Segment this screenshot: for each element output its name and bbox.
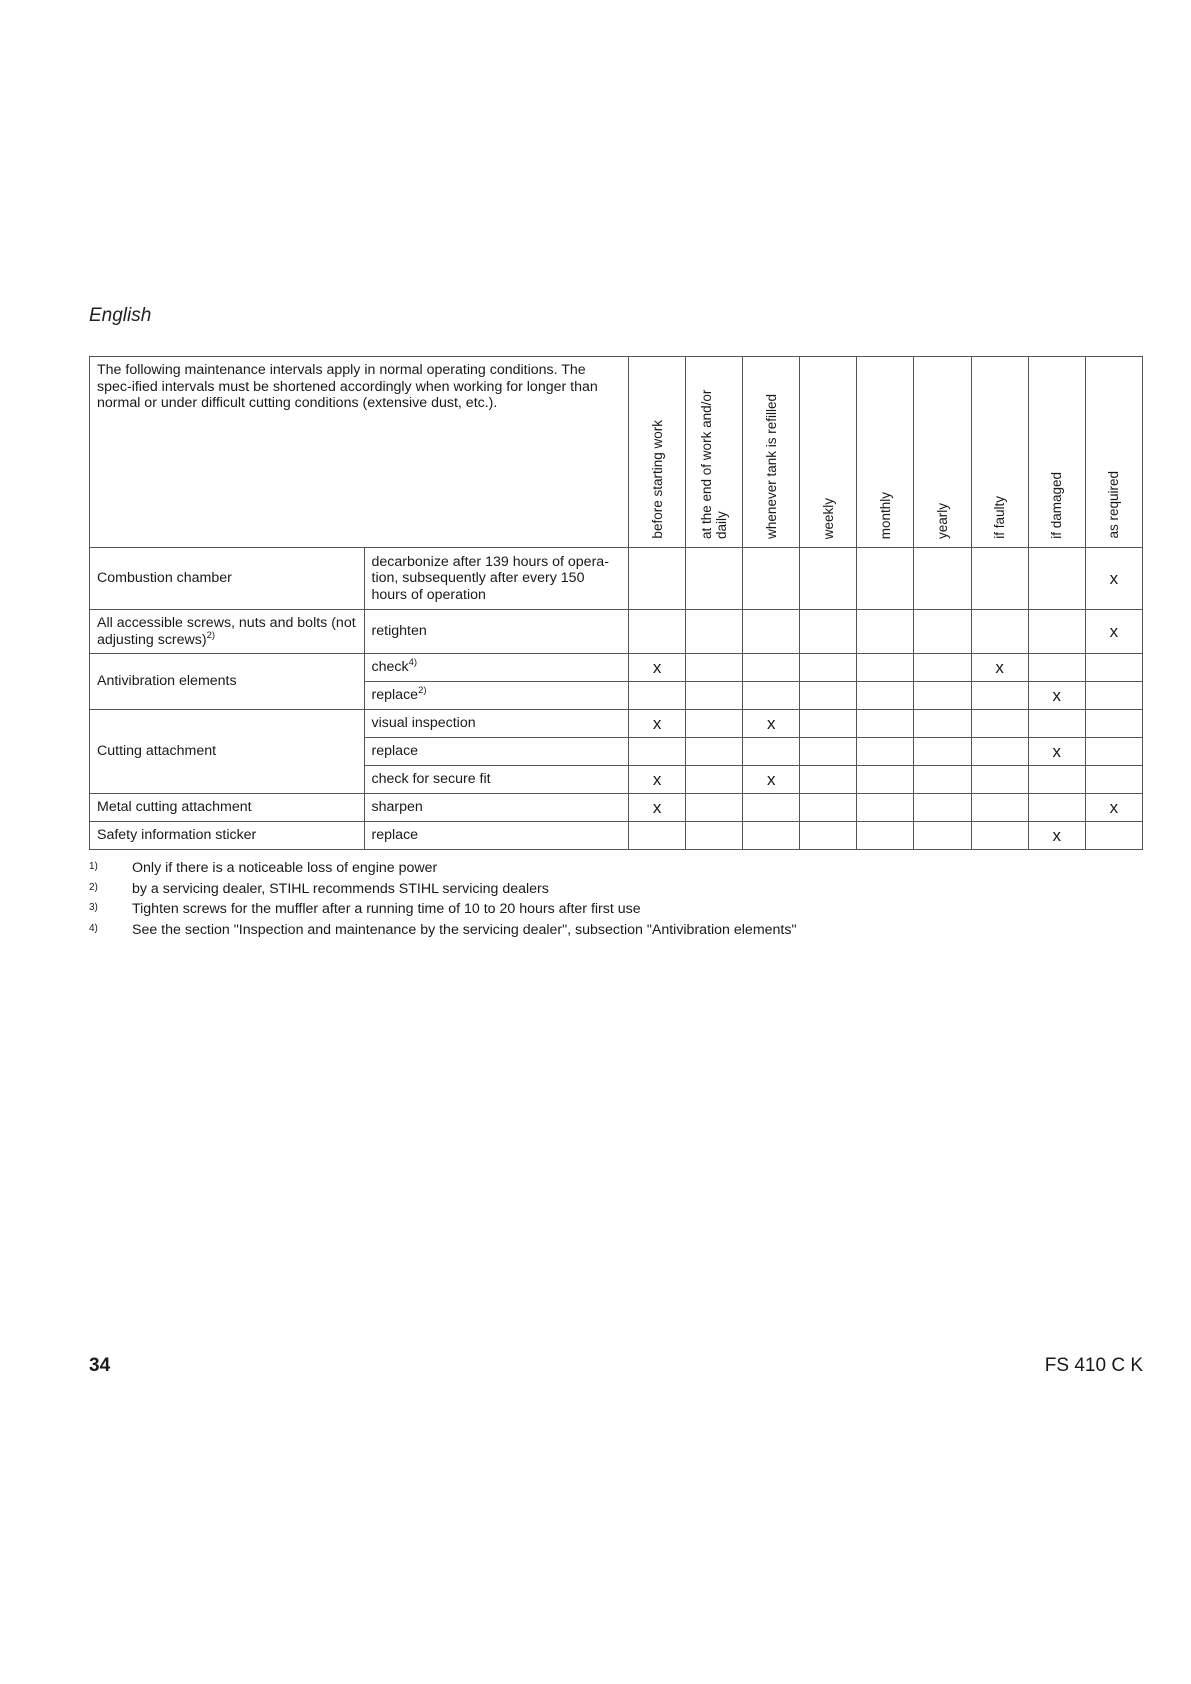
interval-mark bbox=[743, 682, 800, 710]
footnote-text: Tighten screws for the muffler after a running time of 10 to 20 hours after first use bbox=[132, 901, 641, 917]
interval-mark bbox=[686, 738, 743, 766]
maintenance-item bbox=[90, 794, 365, 822]
maintenance-task-label: retighten bbox=[371, 623, 427, 640]
interval-mark bbox=[914, 548, 971, 610]
interval-mark bbox=[743, 738, 800, 766]
interval-mark bbox=[914, 738, 971, 766]
language-label: English bbox=[89, 305, 152, 326]
interval-mark bbox=[743, 654, 800, 682]
interval-mark bbox=[857, 710, 914, 738]
interval-mark: x bbox=[1085, 794, 1142, 822]
maintenance-task bbox=[364, 738, 629, 766]
maintenance-task-label: decarbonize after 139 hours of opera-tion, subsequently after every 150 hours of operation bbox=[371, 553, 609, 603]
maintenance-task-label: replace bbox=[371, 687, 419, 704]
column-header bbox=[1085, 357, 1142, 548]
maintenance-item bbox=[90, 654, 365, 710]
interval-mark bbox=[686, 794, 743, 822]
interval-mark: x bbox=[971, 654, 1028, 682]
interval-mark bbox=[914, 610, 971, 654]
interval-mark bbox=[857, 738, 914, 766]
interval-mark bbox=[1085, 738, 1142, 766]
interval-mark bbox=[914, 682, 971, 710]
column-header-label: whenever tank is refilled bbox=[763, 394, 779, 539]
interval-mark bbox=[743, 794, 800, 822]
maintenance-task bbox=[364, 794, 629, 822]
footnote-reference: 4) bbox=[408, 657, 418, 669]
interval-mark: x bbox=[629, 794, 686, 822]
interval-mark: x bbox=[1028, 682, 1085, 710]
intro-text: The following maintenance intervals apply in normal operating conditions. The spec-ified intervals must be shortened accordingly when working for longer than normal or under difficult cutting conditions (extensive dust, etc.). bbox=[90, 357, 629, 548]
footnote-text: See the section "Inspection and maintenance by the servicing dealer", subsection "Antivibration elements" bbox=[132, 921, 797, 938]
interval-mark bbox=[686, 610, 743, 654]
interval-mark bbox=[1085, 822, 1142, 850]
interval-mark bbox=[1028, 654, 1085, 682]
column-header bbox=[800, 357, 857, 548]
maintenance-item bbox=[90, 822, 365, 850]
maintenance-table bbox=[89, 356, 1143, 850]
interval-mark bbox=[743, 548, 800, 610]
maintenance-task-label: sharpen bbox=[371, 799, 423, 816]
interval-mark bbox=[857, 822, 914, 850]
interval-mark bbox=[800, 738, 857, 766]
footnote-text: by a servicing dealer, STIHL recommends STIHL servicing dealers bbox=[132, 880, 549, 897]
interval-mark bbox=[971, 610, 1028, 654]
maintenance-task-label: check for secure fit bbox=[371, 771, 491, 788]
interval-mark bbox=[914, 766, 971, 794]
interval-mark bbox=[1085, 710, 1142, 738]
interval-mark: x bbox=[629, 766, 686, 794]
interval-mark bbox=[629, 682, 686, 710]
interval-mark: x bbox=[1085, 610, 1142, 654]
column-header bbox=[1028, 357, 1085, 548]
interval-mark bbox=[914, 654, 971, 682]
footnote-number: 1) bbox=[89, 861, 98, 872]
interval-mark bbox=[971, 682, 1028, 710]
interval-mark bbox=[1028, 766, 1085, 794]
column-header-label: if faulty bbox=[992, 496, 1008, 539]
footnote-number: 2) bbox=[89, 881, 98, 893]
column-header-label: before starting work bbox=[649, 420, 665, 539]
interval-mark bbox=[1028, 548, 1085, 610]
table-row bbox=[90, 822, 1143, 850]
interval-mark bbox=[800, 766, 857, 794]
column-header bbox=[686, 357, 743, 548]
interval-mark bbox=[686, 766, 743, 794]
column-header-label: at the end of work and/or daily bbox=[699, 389, 730, 539]
interval-mark: x bbox=[1028, 822, 1085, 850]
interval-mark: x bbox=[629, 710, 686, 738]
maintenance-item bbox=[90, 610, 365, 654]
table-row bbox=[90, 794, 1143, 822]
interval-mark bbox=[629, 738, 686, 766]
maintenance-task bbox=[364, 682, 629, 710]
maintenance-item-label: Antivibration elements bbox=[97, 673, 237, 690]
table-row bbox=[90, 654, 1143, 682]
interval-mark bbox=[800, 710, 857, 738]
maintenance-task bbox=[364, 548, 629, 610]
interval-mark bbox=[686, 682, 743, 710]
interval-mark bbox=[800, 548, 857, 610]
column-header bbox=[914, 357, 971, 548]
interval-mark bbox=[743, 610, 800, 654]
interval-mark bbox=[971, 548, 1028, 610]
column-header bbox=[629, 357, 686, 548]
interval-mark bbox=[857, 766, 914, 794]
footnote bbox=[89, 922, 797, 943]
interval-mark bbox=[629, 610, 686, 654]
column-header bbox=[743, 357, 800, 548]
maintenance-task-label: visual inspection bbox=[371, 715, 476, 732]
interval-mark bbox=[857, 682, 914, 710]
maintenance-item-label: Cutting attachment bbox=[97, 743, 217, 760]
table-row bbox=[90, 548, 1143, 610]
interval-mark bbox=[914, 794, 971, 822]
footnote-reference: 2) bbox=[418, 685, 427, 697]
footnote-number: 4) bbox=[89, 922, 98, 934]
column-header-label: as required bbox=[1106, 471, 1122, 539]
maintenance-item-label: Metal cutting attachment bbox=[97, 799, 252, 816]
interval-mark bbox=[971, 738, 1028, 766]
interval-mark bbox=[800, 822, 857, 850]
column-header-label: yearly bbox=[935, 502, 951, 539]
interval-mark bbox=[686, 654, 743, 682]
interval-mark bbox=[629, 548, 686, 610]
maintenance-task bbox=[364, 822, 629, 850]
interval-mark bbox=[914, 710, 971, 738]
footnotes bbox=[89, 860, 797, 942]
interval-mark: x bbox=[743, 766, 800, 794]
interval-mark bbox=[1028, 710, 1085, 738]
interval-mark bbox=[971, 794, 1028, 822]
column-header-label: monthly bbox=[877, 491, 893, 539]
table-row bbox=[90, 710, 1143, 738]
table-row bbox=[90, 610, 1143, 654]
maintenance-task bbox=[364, 654, 629, 682]
column-header-label: if damaged bbox=[1049, 472, 1065, 539]
interval-mark bbox=[1028, 794, 1085, 822]
footnote-number: 3) bbox=[89, 902, 98, 913]
interval-mark bbox=[686, 822, 743, 850]
model-name: FS 410 C K bbox=[1044, 1355, 1143, 1376]
column-header bbox=[857, 357, 914, 548]
interval-mark bbox=[971, 766, 1028, 794]
interval-mark bbox=[743, 822, 800, 850]
interval-mark bbox=[857, 654, 914, 682]
interval-mark bbox=[686, 710, 743, 738]
interval-mark bbox=[971, 710, 1028, 738]
footnote bbox=[89, 860, 797, 881]
interval-mark bbox=[800, 654, 857, 682]
maintenance-task-label: replace bbox=[371, 827, 419, 844]
footnote-text: Only if there is a noticeable loss of engine power bbox=[132, 860, 438, 876]
maintenance-task-label: check bbox=[371, 659, 409, 676]
interval-mark: x bbox=[743, 710, 800, 738]
interval-mark bbox=[1028, 610, 1085, 654]
maintenance-item bbox=[90, 710, 365, 794]
page-number: 34 bbox=[89, 1355, 111, 1376]
column-header bbox=[971, 357, 1028, 548]
maintenance-task bbox=[364, 766, 629, 794]
maintenance-task bbox=[364, 610, 629, 654]
table-header-row bbox=[90, 357, 1143, 548]
maintenance-item-label: All accessible screws, nuts and bolts (not adjusting screws) bbox=[97, 615, 356, 648]
interval-mark bbox=[800, 682, 857, 710]
interval-mark: x bbox=[1085, 548, 1142, 610]
interval-mark bbox=[1085, 766, 1142, 794]
interval-mark bbox=[800, 610, 857, 654]
interval-mark bbox=[1085, 682, 1142, 710]
interval-mark bbox=[857, 610, 914, 654]
maintenance-item-label: Combustion chamber bbox=[97, 570, 232, 587]
interval-mark: x bbox=[1028, 738, 1085, 766]
interval-mark bbox=[629, 822, 686, 850]
interval-mark bbox=[686, 548, 743, 610]
interval-mark: x bbox=[629, 654, 686, 682]
maintenance-task bbox=[364, 710, 629, 738]
interval-mark bbox=[1085, 654, 1142, 682]
table-body bbox=[90, 548, 1143, 850]
maintenance-item-label: Safety information sticker bbox=[97, 827, 257, 844]
maintenance-task-label: replace bbox=[371, 743, 419, 760]
footnote bbox=[89, 901, 797, 922]
interval-mark bbox=[857, 548, 914, 610]
interval-mark bbox=[914, 822, 971, 850]
footnote bbox=[89, 881, 797, 902]
interval-mark bbox=[971, 822, 1028, 850]
maintenance-item bbox=[90, 548, 365, 610]
footnote-reference: 2) bbox=[206, 629, 216, 641]
interval-mark bbox=[857, 794, 914, 822]
column-header-label: weekly bbox=[820, 497, 836, 539]
interval-mark bbox=[800, 794, 857, 822]
